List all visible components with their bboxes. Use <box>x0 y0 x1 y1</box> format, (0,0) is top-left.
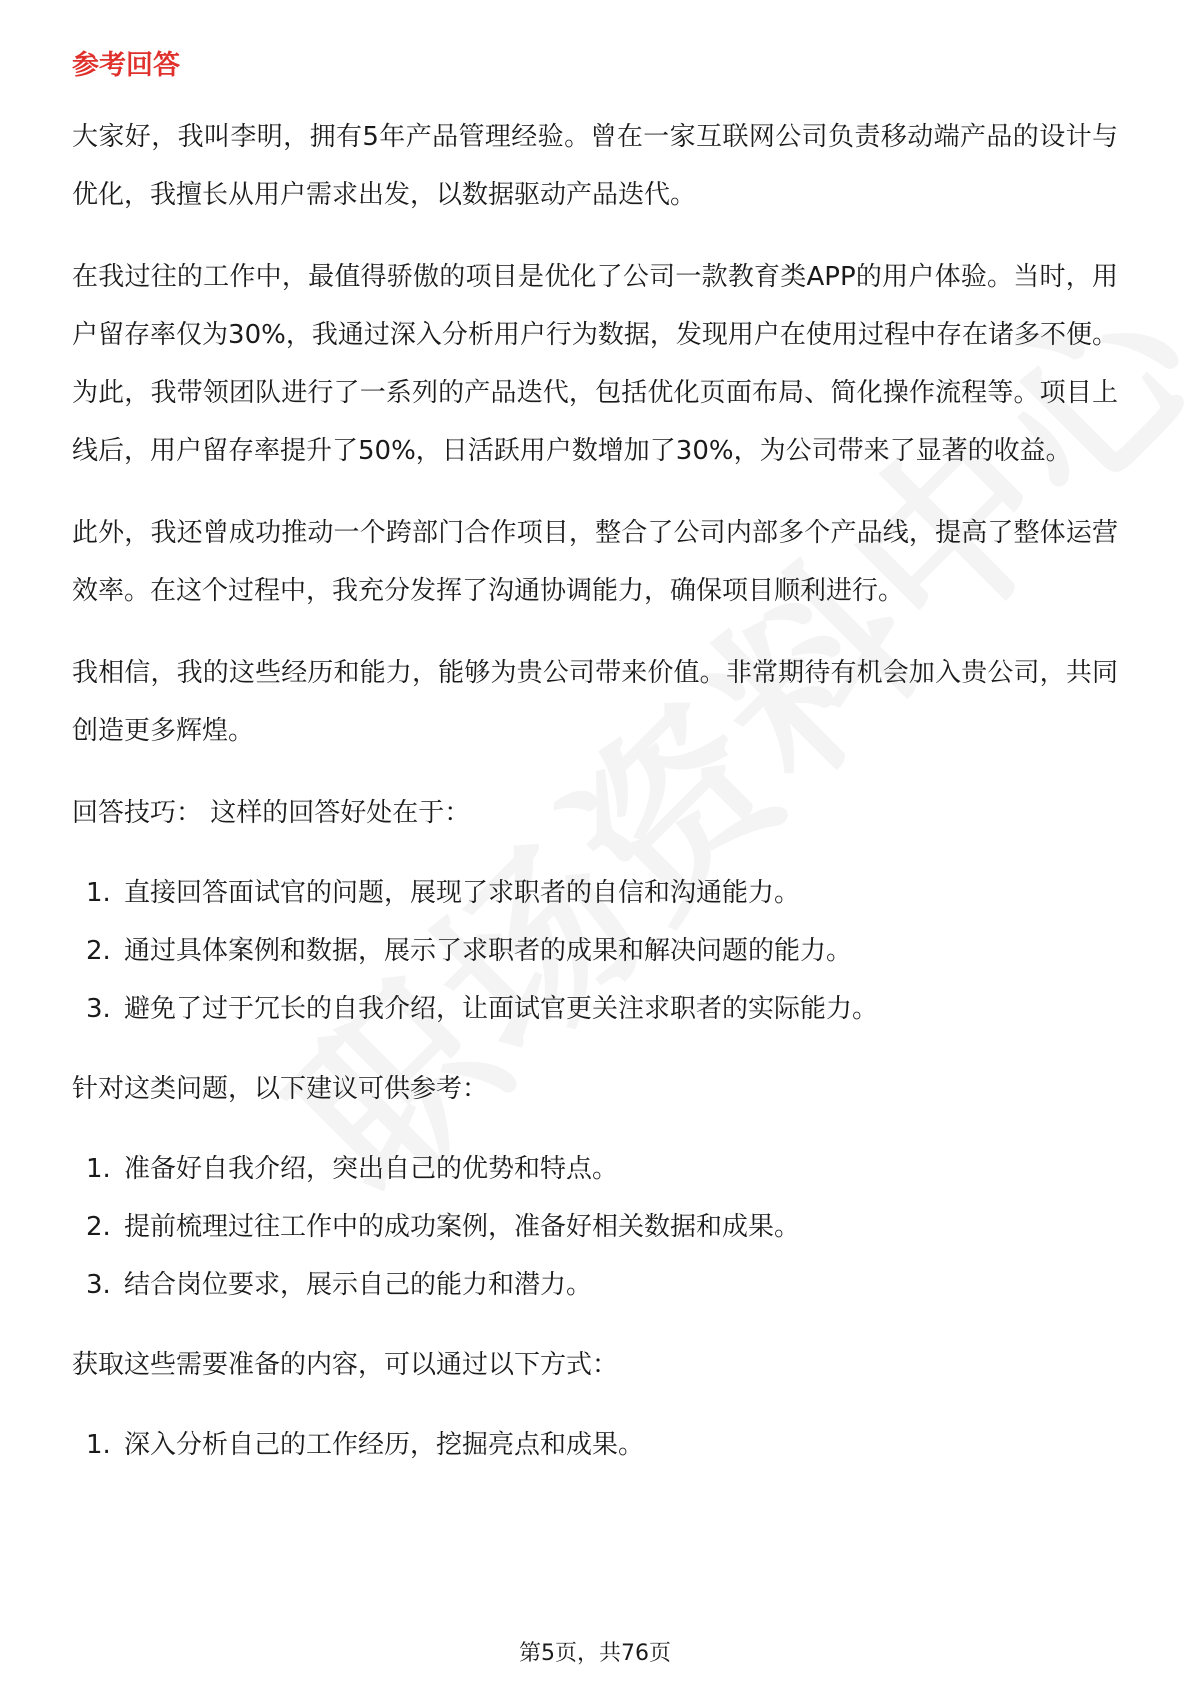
list-item <box>72 1198 1118 1256</box>
answer-paragraph-2: 在我过往的工作中，最值得骄傲的项目是优化了公司一款教育类APP的用户体验。当时，用户留存率仅为30%，我通过深入分析用户行为数据，发现用户在使用过程中存在诸多不便。为此，我带领团队进行了一系列的产品迭代，包括优化页面布局、简化操作流程等。项目上线后，用户留存率提升了50%，日活跃用户数增加了30%，为公司带来了显著的收益。 <box>72 262 1118 466</box>
list-text: 避免了过于冗长的自我介绍，让面试官更关注求职者的实际能力。 <box>124 994 879 1024</box>
advice-lead: 针对这类问题，以下建议可供参考： <box>72 1074 489 1104</box>
list-item <box>72 1140 1118 1198</box>
answer-paragraph-3: 此外，我还曾成功推动一个跨部门合作项目，整合了公司内部多个产品线，提高了整体运营效率。在这个过程中，我充分发挥了沟通协调能力，确保项目顺利进行。 <box>72 518 1118 606</box>
list-number: 3. <box>86 994 111 1024</box>
section-heading: 参考回答 <box>72 50 180 81</box>
list-text: 深入分析自己的工作经历，挖掘亮点和成果。 <box>124 1430 645 1460</box>
list-text: 直接回答面试官的问题，展现了求职者的自信和沟通能力。 <box>124 878 801 908</box>
advice-list <box>72 1140 1118 1314</box>
list-text: 通过具体案例和数据，展示了求职者的成果和解决问题的能力。 <box>124 936 853 966</box>
list-item <box>72 1416 1118 1474</box>
list-item <box>72 980 1118 1038</box>
list-item <box>72 864 1118 922</box>
prep-list <box>72 1416 1118 1474</box>
page-number-footer: 第5页，共76页 <box>519 1641 671 1666</box>
tips-lead: 回答技巧： 这样的回答好处在于： <box>72 798 471 828</box>
document-page <box>72 46 1118 1496</box>
list-text: 结合岗位要求，展示自己的能力和潜力。 <box>124 1270 593 1300</box>
list-number: 1. <box>86 1154 111 1184</box>
tips-list <box>72 864 1118 1038</box>
list-number: 1. <box>86 878 111 908</box>
answer-paragraph-4: 我相信，我的这些经历和能力，能够为贵公司带来价值。非常期待有机会加入贵公司，共同创造更多辉煌。 <box>72 658 1118 746</box>
list-item <box>72 922 1118 980</box>
list-text: 提前梳理过往工作中的成功案例，准备好相关数据和成果。 <box>124 1212 801 1242</box>
list-number: 2. <box>86 936 111 966</box>
list-item <box>72 1256 1118 1314</box>
list-number: 3. <box>86 1270 111 1300</box>
list-number: 1. <box>86 1430 111 1460</box>
list-text: 准备好自我介绍，突出自己的优势和特点。 <box>124 1154 619 1184</box>
prep-lead: 获取这些需要准备的内容，可以通过以下方式： <box>72 1350 619 1380</box>
list-number: 2. <box>86 1212 111 1242</box>
answer-paragraph-1: 大家好，我叫李明，拥有5年产品管理经验。曾在一家互联网公司负责移动端产品的设计与优化，我擅长从用户需求出发，以数据驱动产品迭代。 <box>72 122 1118 210</box>
